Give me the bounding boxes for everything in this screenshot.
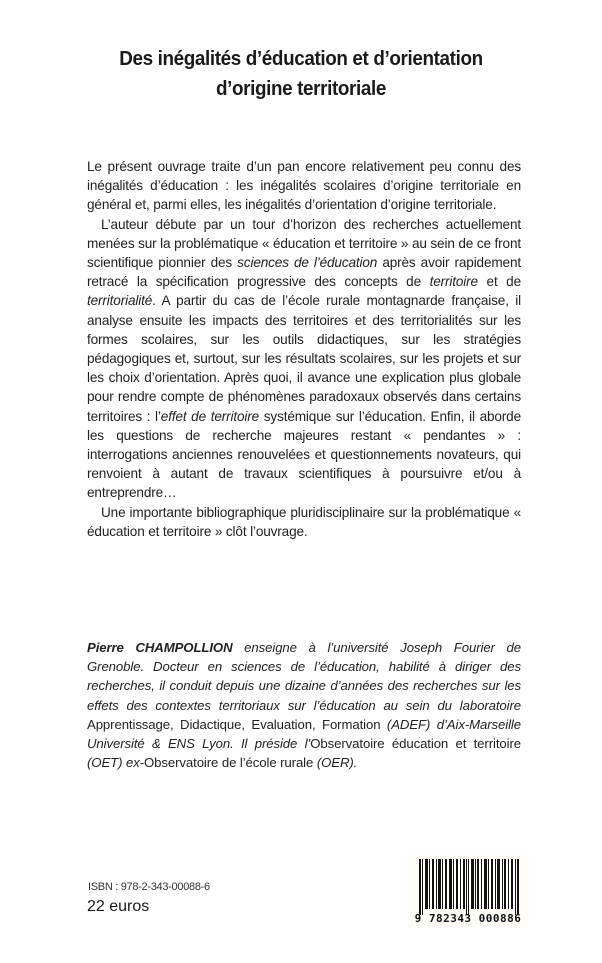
bio-lab-name: Apprentissage, Didactique, Evaluation, Formation [87,716,381,732]
price-label: 22 euros [87,898,150,915]
barcode-bars-icon [407,855,529,915]
bio-text-g: (OER). [313,755,358,771]
summary-p2-italic-effet: effet de territoire [160,408,260,424]
summary-p2-text-c: après avoir rapidement retracé la spécification progressive des concepts de [87,255,522,290]
summary-paragraph-1: Le présent ouvrage traite d’un pan encore relativement peu connu des inégalités d’éducation : les inégalités scolaires d’origine territoriale en général et, parmi elles, les inégalités d’orientation d’origine territoriale. [87,159,521,213]
summary-p2-italic-territoire: territoire [429,274,478,290]
bio-observatory-name: Observatoire éducation et territoire [310,736,521,752]
barcode-digits: 9 782343 000886 [414,912,522,925]
summary-paragraph-2 [87,215,521,503]
author-bio [87,638,521,772]
barcode [407,855,529,927]
bio-text-a: enseigne à l’université Joseph Fourier de Grenoble. Docteur en sciences de l’éducation, habilité à diriger des recherches, il conduit depuis une dizaine d’années des recherches sur les effets des contextes territoriaux sur l’éducation au sein du laboratoire [87,640,521,713]
bio-text-e: (OET) ex- [87,755,144,771]
book-title-line-1: Des inégalités d’éducation et d’orientation [119,47,483,70]
isbn-label: ISBN : 978-2-343-00088-6 [88,881,210,893]
summary-p2-italic-sciences: sciences de l’éducation [237,255,378,271]
book-summary [87,157,521,541]
book-title-line-2: d’origine territoriale [215,77,387,100]
summary-paragraph-3: Une importante bibliographique pluridisciplinaire sur la problématique « éducation et territoire » clôt l’ouvrage. [87,504,521,539]
book-title [24,44,578,104]
author-name: Pierre CHAMPOLLION [87,640,233,655]
summary-p2-text-i: systémique sur l’éducation. Enfin, il aborde les questions de recherche majeures restant « pendantes » : interrogations anciennes renouvelées et questionnements novateurs, qui renvoient à autant de travaux scientifiques à poursuivre et/ou à entreprendre… [87,408,521,501]
summary-p2-text-g: . A partir du cas de l’école rurale montagnarde française, il analyse ensuite les impacts des territoires et des territorialités sur les formes scolaires, sur les outils didactiques, sur les stratégies pédagogiques et, surtout, sur les résultats scolaires, sur les projets et sur les choix d’orientation. Après quoi, il avance une explication plus globale pour rendre compte de phénomènes paradoxaux observés dans certains territoires : l’ [87,293,521,424]
summary-p2-text-a: L’auteur débute par un tour d’horizon des recherches actuellement menées sur la problématique « éducation et territoire » au sein de ce front scientifique pionnier des [87,216,521,271]
summary-p2-text-e: et de [477,274,521,290]
bio-former-observatory-name: Observatoire de l’école rurale [143,755,314,771]
summary-p2-italic-territorialite: territorialité [87,293,153,309]
bio-text-c: (ADEF) d’Aix-Marseille Université & ENS Lyon. Il préside l’ [87,716,521,752]
